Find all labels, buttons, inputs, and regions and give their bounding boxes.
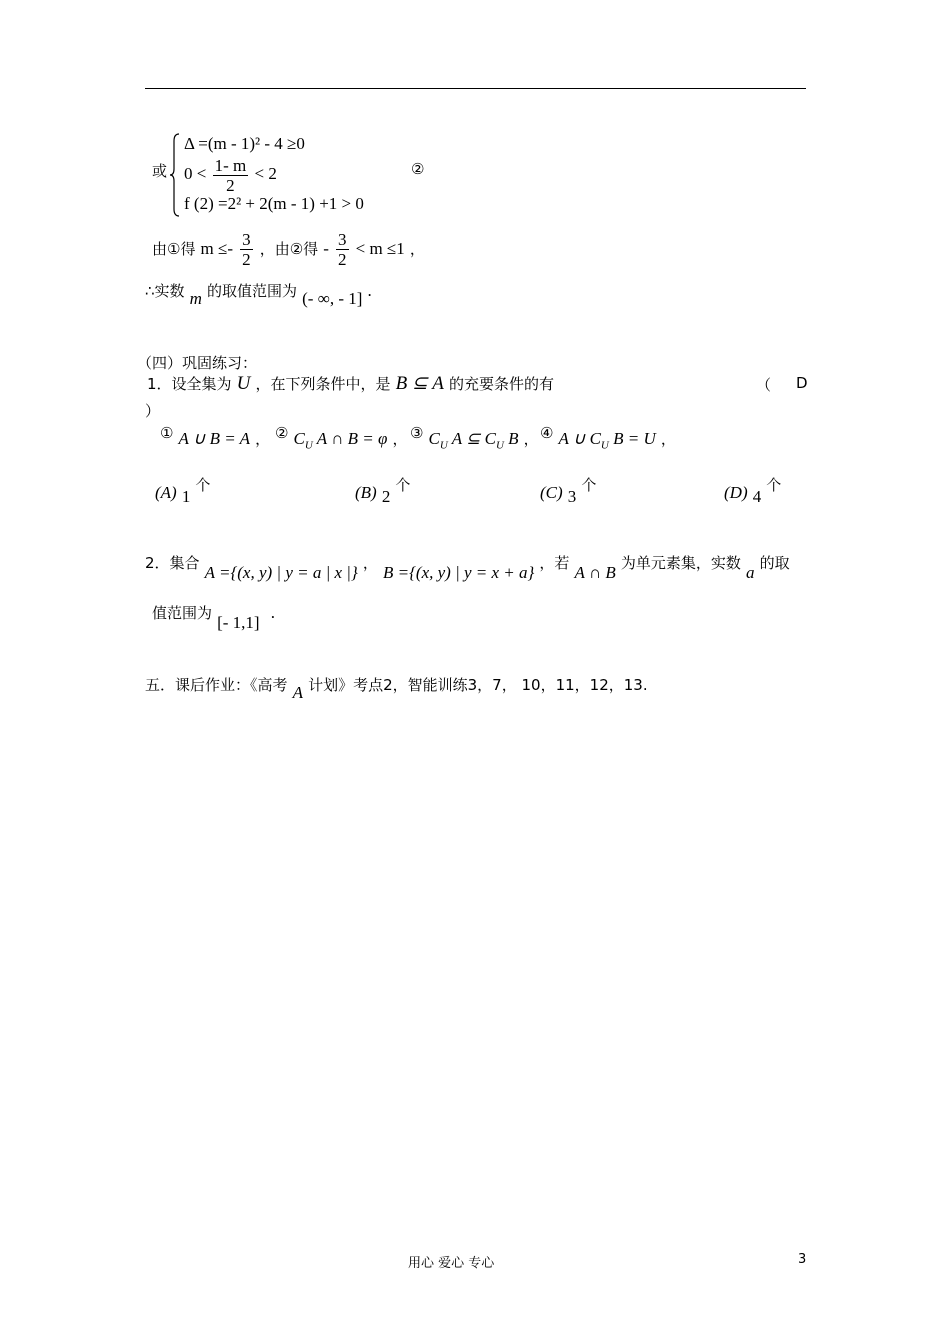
q1-item-4-num: ④ [540, 424, 554, 442]
q1-item-1 [160, 424, 271, 449]
conclusion-var: m [189, 289, 202, 308]
q2-text-2: 为单元素集，实数 [620, 554, 741, 572]
q2-line-2-text: 值范围为 [152, 604, 213, 622]
q1-item-1-num: ① [160, 424, 174, 442]
option-unit: 个 [581, 476, 597, 494]
fraction-3-over-2-a [240, 230, 253, 269]
q1-item-4-sep: ， [660, 430, 676, 448]
q2-set-a: A ={(x, y) | y = a | x |} [204, 563, 358, 582]
option-value: 4 [752, 487, 762, 506]
derivation-ineq-2: < m ≤1 [355, 239, 405, 258]
fraction-numerator: 1- m [214, 155, 247, 175]
page-number: 3 [798, 1252, 807, 1267]
q2-intersection: A ∩ B [574, 563, 616, 582]
option-unit: 个 [195, 476, 211, 494]
q1-item-2-sep: ， [392, 430, 408, 448]
q2-text-3: 的取 [759, 554, 790, 572]
q1-answer: D [796, 374, 808, 392]
q2-var: a [745, 563, 755, 582]
footer-motto: 用心 爱心 专心 [408, 1256, 495, 1271]
option-label: (A) [155, 483, 177, 502]
or-label: 或 [152, 162, 168, 180]
section-4-title: （四）巩固练习： [137, 354, 258, 372]
q2-set-b: B ={(x, y) | y = x + a} [383, 563, 535, 582]
fraction-denominator: 2 [338, 250, 347, 269]
q2-sep: ， [362, 554, 378, 572]
system-line-2-right: < 2 [254, 164, 277, 183]
derivation-text-2: ，由②得 [259, 240, 319, 258]
homework-prefix: 五．课后作业：《高考 [145, 676, 288, 694]
q1-answer-open: （ [756, 376, 772, 394]
option-unit: 个 [766, 476, 782, 494]
derivation-end: ， [409, 240, 425, 258]
option-label: (B) [355, 483, 377, 502]
conclusion-range: (- ∞, - 1] [302, 289, 363, 308]
option-value: 1 [181, 487, 191, 506]
q1-item-4-expr: A ∪ $C_U$ B = U [558, 429, 656, 452]
q1-option-a[interactable] [155, 476, 211, 506]
fraction-denominator: 2 [242, 250, 251, 269]
option-label: (C) [540, 483, 563, 502]
q1-item-3-expr: $C_U$ A ⊆ $C_U$ B [428, 429, 519, 452]
conclusion-text: 的取值范围为 [207, 282, 298, 300]
homework-a: A [292, 683, 303, 702]
q1-item-2-expr: $C_U$ A ∩ B = φ [293, 429, 388, 452]
fraction-numerator: 3 [338, 230, 347, 249]
option-label: (D) [724, 483, 748, 502]
option-value: 3 [567, 487, 577, 506]
derivation-line [152, 225, 425, 273]
q1-item-1-sep: ， [255, 430, 271, 448]
q2-range: [- 1,1] [217, 613, 260, 632]
q1-condition: B ⊆ A [395, 373, 444, 394]
q1-text-1: ，在下列条件中，是 [255, 375, 391, 393]
system-marker: ② [411, 160, 425, 178]
fraction-1-m-over-2 [213, 156, 249, 195]
system-line-1: Δ =(m - 1)² - 4 ≥0 [184, 134, 305, 153]
fraction-3-over-2-b [336, 230, 349, 269]
q1-answer-close: ） [145, 402, 161, 420]
conclusion-end: . [367, 281, 372, 300]
derivation-ineq-1: m ≤- [200, 239, 234, 258]
derivation-ineq-2-sign: - [323, 239, 329, 258]
q1-stem [147, 372, 554, 396]
q2-stem [145, 550, 790, 582]
q2-line-2 [152, 600, 275, 632]
q1-item-2 [275, 424, 408, 452]
homework-suffix: 计划》考点2，智能训练3，7， 10，11，12，13. [308, 676, 648, 694]
q1-item-4 [540, 424, 676, 452]
q2-text-1: ，若 [539, 554, 570, 572]
q1-item-1-expr: A ∪ B = A [178, 429, 250, 448]
q1-item-3-sep: ， [523, 430, 539, 448]
q1-option-c[interactable] [540, 476, 597, 506]
q1-text-2: 的充要条件的有 [448, 375, 554, 393]
fraction-numerator: 3 [242, 230, 251, 249]
conclusion-line [145, 278, 372, 308]
q1-prefix: 1．设全集为 [147, 375, 232, 393]
derivation-text-1: 由①得 [152, 240, 196, 258]
system-line-2-left: 0 < [184, 164, 207, 183]
q2-prefix: 2．集合 [145, 554, 200, 572]
fraction-denominator: 2 [226, 175, 235, 195]
option-unit: 个 [395, 476, 411, 494]
q1-universal-set: U [236, 373, 251, 394]
q2-end: . [270, 603, 275, 622]
q1-option-b[interactable] [355, 476, 411, 506]
q1-item-3-num: ③ [410, 424, 424, 442]
header-rule [145, 88, 806, 89]
homework-line [145, 672, 648, 702]
option-value: 2 [381, 487, 391, 506]
conclusion-therefore: ∴实数 [145, 282, 185, 300]
q1-item-2-num: ② [275, 424, 289, 442]
system-line-3: f (2) =2² + 2(m - 1) +1 > 0 [184, 194, 364, 213]
q1-option-d[interactable] [724, 476, 782, 506]
left-brace [170, 133, 180, 217]
q1-item-3 [410, 424, 539, 452]
system-line-2 [184, 153, 277, 195]
